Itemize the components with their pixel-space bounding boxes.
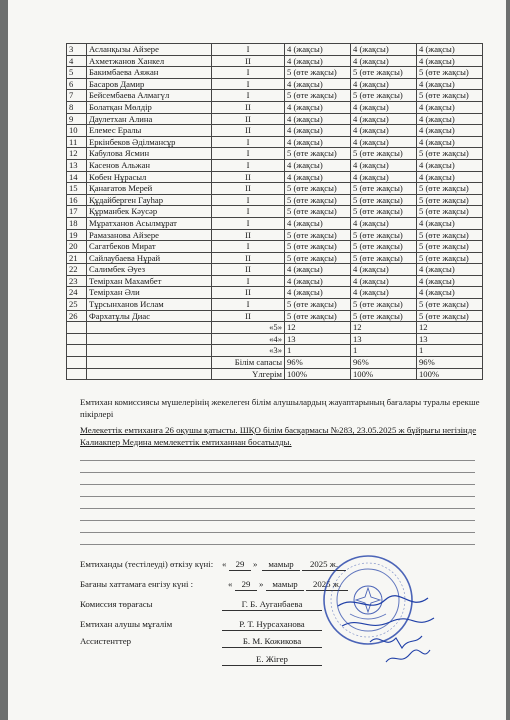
table-cell: II	[212, 113, 285, 125]
table-cell: II	[212, 101, 285, 113]
table-cell: I	[212, 78, 285, 90]
table-row	[67, 275, 483, 287]
entry-day: 29	[235, 579, 257, 591]
table-cell: Бакимбаева Аяжан	[87, 67, 212, 79]
table-row	[67, 252, 483, 264]
table-cell: 4 (жақсы)	[351, 55, 417, 67]
table-cell: 4 (жақсы)	[417, 113, 483, 125]
table-cell: I	[212, 194, 285, 206]
table-cell: 4 (жақсы)	[285, 287, 351, 299]
close-quote: »	[259, 579, 264, 589]
exam-month: мамыр	[262, 559, 300, 571]
table-cell: Басаров Дамир	[87, 78, 212, 90]
table-row	[67, 159, 483, 171]
table-cell: 5 (өте жақсы)	[351, 67, 417, 79]
table-cell: I	[212, 275, 285, 287]
table-cell: 18	[67, 217, 87, 229]
table-cell: 10	[67, 125, 87, 137]
table-cell: Даулетхан Алина	[87, 113, 212, 125]
exam-year: 2025 ж.	[302, 559, 346, 571]
table-cell: Фархатұлы Диас	[87, 310, 212, 322]
entry-month: мамыр	[266, 579, 304, 591]
table-row	[67, 310, 483, 322]
ruled-line	[80, 544, 475, 545]
table-cell: «3»	[212, 345, 285, 357]
table-cell: Үлгерім	[212, 368, 285, 380]
close-quote: »	[253, 559, 258, 569]
table-cell: 4 (жақсы)	[417, 264, 483, 276]
table-cell: 4 (жақсы)	[351, 113, 417, 125]
table-cell: 1	[285, 345, 351, 357]
table-cell: 4 (жақсы)	[351, 44, 417, 56]
table-cell: II	[212, 183, 285, 195]
table-cell: 4 (жақсы)	[351, 101, 417, 113]
table-cell: 12	[351, 322, 417, 334]
table-cell: 4 (жақсы)	[285, 55, 351, 67]
summary-row	[67, 345, 483, 357]
table-row	[67, 206, 483, 218]
table-cell: 5 (өте жақсы)	[351, 148, 417, 160]
opinion-note: Мелекеттік емтиханға 26 оқушы қатысты. ШҚО білім басқармасы №283, 23.05.2025 ж бұйрығы негізінде Калиакпер Медина мемлекеттік емтиханнан босатылды.	[80, 425, 477, 447]
table-cell: 4 (жақсы)	[351, 171, 417, 183]
table-row	[67, 125, 483, 137]
table-cell: 4 (жақсы)	[351, 78, 417, 90]
table-cell: II	[212, 252, 285, 264]
table-cell: 96%	[351, 357, 417, 369]
table-cell: 5 (өте жақсы)	[351, 310, 417, 322]
table-cell: 4 (жақсы)	[417, 101, 483, 113]
ruled-line	[80, 460, 475, 461]
assistant2-name: Е. Жігер	[222, 654, 322, 666]
table-row	[67, 136, 483, 148]
assistant1-name: Б. М. Кожикова	[222, 636, 322, 648]
table-cell: 4 (жақсы)	[417, 159, 483, 171]
ruled-line	[80, 532, 475, 533]
table-cell: 25	[67, 299, 87, 311]
table-cell: 5 (өте жақсы)	[351, 183, 417, 195]
table-cell: 12	[67, 148, 87, 160]
table-cell: 8	[67, 101, 87, 113]
table-cell: I	[212, 241, 285, 253]
table-cell: II	[212, 229, 285, 241]
table-cell: 4 (жақсы)	[285, 217, 351, 229]
teacher-role: Емтихан алушы мұғалім	[80, 619, 173, 629]
table-cell: 7	[67, 90, 87, 102]
empty-cell	[67, 322, 87, 334]
table-cell: 4 (жақсы)	[285, 159, 351, 171]
table-cell: 4 (жақсы)	[351, 136, 417, 148]
table-cell: I	[212, 67, 285, 79]
table-cell: Қанағатов Мерей	[87, 183, 212, 195]
empty-cell	[87, 333, 212, 345]
table-cell: 96%	[417, 357, 483, 369]
table-cell: 13	[285, 333, 351, 345]
table-cell: 4 (жақсы)	[417, 217, 483, 229]
table-row	[67, 217, 483, 229]
table-cell: 20	[67, 241, 87, 253]
table-cell: 4 (жақсы)	[285, 78, 351, 90]
table-cell: Білім сапасы	[212, 357, 285, 369]
table-cell: 4 (жақсы)	[417, 55, 483, 67]
entry-date-label: Бағаны хаттамаға енгізу күні :	[80, 579, 194, 589]
table-cell: 4 (жақсы)	[417, 275, 483, 287]
table-row	[67, 171, 483, 183]
table-cell: 4 (жақсы)	[351, 275, 417, 287]
table-cell: 5 (өте жақсы)	[285, 183, 351, 195]
table-cell: Темірхан Әли	[87, 287, 212, 299]
table-cell: 16	[67, 194, 87, 206]
table-cell: 5 (өте жақсы)	[417, 183, 483, 195]
table-cell: Құдайберген Гауһар	[87, 194, 212, 206]
table-cell: 5 (өте жақсы)	[285, 90, 351, 102]
table-cell: Рамазанова Айзере	[87, 229, 212, 241]
table-cell: 3	[67, 44, 87, 56]
table-cell: 22	[67, 264, 87, 276]
table-row	[67, 183, 483, 195]
table-cell: 1	[417, 345, 483, 357]
table-cell: 1	[351, 345, 417, 357]
table-cell: 4 (жақсы)	[285, 44, 351, 56]
table-cell: 15	[67, 183, 87, 195]
empty-cell	[67, 345, 87, 357]
table-cell: 12	[285, 322, 351, 334]
empty-cell	[87, 357, 212, 369]
table-row	[67, 264, 483, 276]
table-cell: 5 (өте жақсы)	[351, 194, 417, 206]
table-cell: 5 (өте жақсы)	[285, 252, 351, 264]
table-cell: Елемес Ералы	[87, 125, 212, 137]
table-cell: 4 (жақсы)	[351, 159, 417, 171]
table-row	[67, 101, 483, 113]
table-cell: Асланқызы Айзере	[87, 44, 212, 56]
ruled-line	[80, 484, 475, 485]
table-cell: 4 (жақсы)	[285, 264, 351, 276]
table-cell: Болатқан Мөлдір	[87, 101, 212, 113]
table-cell: 11	[67, 136, 87, 148]
table-cell: 5 (өте жақсы)	[285, 194, 351, 206]
table-cell: 4 (жақсы)	[417, 125, 483, 137]
table-cell: 4 (жақсы)	[351, 125, 417, 137]
open-quote: «	[222, 559, 227, 569]
table-cell: 5 (өте жақсы)	[285, 299, 351, 311]
table-row	[67, 67, 483, 79]
table-row	[67, 287, 483, 299]
table-cell: 100%	[417, 368, 483, 380]
table-cell: 100%	[351, 368, 417, 380]
table-cell: 13	[351, 333, 417, 345]
table-cell: I	[212, 206, 285, 218]
table-cell: 26	[67, 310, 87, 322]
table-cell: 4 (жақсы)	[351, 217, 417, 229]
table-cell: Ахметжанов Ханкел	[87, 55, 212, 67]
assistants-role: Ассистенттер	[80, 636, 132, 646]
table-cell: 5 (өте жақсы)	[417, 148, 483, 160]
table-cell: II	[212, 125, 285, 137]
table-cell: 13	[417, 333, 483, 345]
table-cell: Сайлаубаева Нұрай	[87, 252, 212, 264]
table-cell: 5 (өте жақсы)	[417, 206, 483, 218]
table-cell: 5 (өте жақсы)	[285, 241, 351, 253]
table-cell: II	[212, 287, 285, 299]
table-row	[67, 78, 483, 90]
table-cell: 5 (өте жақсы)	[417, 310, 483, 322]
summary-row	[67, 368, 483, 380]
table-cell: Салимбек Әуез	[87, 264, 212, 276]
table-cell: 5 (өте жақсы)	[417, 67, 483, 79]
table-cell: 4	[67, 55, 87, 67]
table-row	[67, 113, 483, 125]
table-cell: 12	[417, 322, 483, 334]
table-cell: Еркінбеков Әділмансұр	[87, 136, 212, 148]
signature-icon	[330, 592, 440, 672]
table-cell: 5 (өте жақсы)	[417, 90, 483, 102]
table-cell: I	[212, 136, 285, 148]
table-cell: 5 (өте жақсы)	[285, 67, 351, 79]
table-cell: 4 (жақсы)	[285, 275, 351, 287]
table-cell: 5 (өте жақсы)	[285, 310, 351, 322]
opinion-heading: Емтихан комиссиясы мүшелерінің жекелеген білім алушылардың жауаптарының бағалары туралы ерекше пікірлері	[80, 397, 480, 419]
exam-date-label: Емтиханды (тестілеуді) өткізу күні:	[80, 559, 214, 569]
table-cell: 14	[67, 171, 87, 183]
empty-cell	[67, 333, 87, 345]
table-cell: 5 (өте жақсы)	[285, 229, 351, 241]
table-cell: 5	[67, 67, 87, 79]
table-cell: Мұратханов Асылмұрат	[87, 217, 212, 229]
table-cell: 19	[67, 229, 87, 241]
entry-year: 2025 ж.	[306, 579, 348, 591]
table-cell: Темірхан Махамбет	[87, 275, 212, 287]
ruled-line	[80, 520, 475, 521]
table-cell: 24	[67, 287, 87, 299]
table-cell: 21	[67, 252, 87, 264]
table-cell: 5 (өте жақсы)	[417, 299, 483, 311]
table-cell: 13	[67, 159, 87, 171]
table-row	[67, 44, 483, 56]
table-cell: 96%	[285, 357, 351, 369]
table-cell: II	[212, 55, 285, 67]
table-cell: I	[212, 217, 285, 229]
table-cell: Құрманбек Кәусәр	[87, 206, 212, 218]
table-cell: I	[212, 148, 285, 160]
table-cell: Сагатбеков Мират	[87, 241, 212, 253]
table-row	[67, 148, 483, 160]
table-row	[67, 194, 483, 206]
table-cell: 6	[67, 78, 87, 90]
table-cell: 5 (өте жақсы)	[351, 241, 417, 253]
table-cell: II	[212, 264, 285, 276]
ruled-line	[80, 472, 475, 473]
grades-table	[66, 43, 483, 380]
table-cell: 23	[67, 275, 87, 287]
empty-cell	[87, 322, 212, 334]
table-row	[67, 90, 483, 102]
table-cell: I	[212, 159, 285, 171]
table-cell: 4 (жақсы)	[351, 287, 417, 299]
table-cell: 5 (өте жақсы)	[417, 252, 483, 264]
table-cell: 5 (өте жақсы)	[417, 194, 483, 206]
table-cell: 5 (өте жақсы)	[285, 148, 351, 160]
table-cell: 5 (өте жақсы)	[285, 206, 351, 218]
table-cell: 4 (жақсы)	[417, 78, 483, 90]
grades-table-body	[67, 44, 483, 380]
empty-cell	[67, 357, 87, 369]
table-cell: 5 (өте жақсы)	[351, 252, 417, 264]
table-cell: II	[212, 310, 285, 322]
ruled-line	[80, 496, 475, 497]
table-cell: «4»	[212, 333, 285, 345]
open-quote: «	[228, 579, 233, 589]
table-cell: I	[212, 299, 285, 311]
table-cell: 4 (жақсы)	[285, 113, 351, 125]
table-cell: 5 (өте жақсы)	[351, 229, 417, 241]
table-cell: 5 (өте жақсы)	[417, 241, 483, 253]
table-cell: I	[212, 90, 285, 102]
table-cell: Касенов Альжан	[87, 159, 212, 171]
table-cell: II	[212, 171, 285, 183]
table-cell: 4 (жақсы)	[285, 101, 351, 113]
summary-row	[67, 333, 483, 345]
exam-day: 29	[229, 559, 251, 571]
summary-row	[67, 357, 483, 369]
table-cell: Көбен Нұрасыл	[87, 171, 212, 183]
chair-name: Г. Б. Ауганбаева	[222, 599, 322, 611]
table-row	[67, 55, 483, 67]
table-cell: 5 (өте жақсы)	[351, 90, 417, 102]
table-row	[67, 299, 483, 311]
table-cell: 5 (өте жақсы)	[351, 299, 417, 311]
table-cell: 5 (өте жақсы)	[351, 206, 417, 218]
table-cell: 5 (өте жақсы)	[417, 229, 483, 241]
table-cell: 4 (жақсы)	[417, 136, 483, 148]
table-cell: 9	[67, 113, 87, 125]
teacher-name: Р. Т. Нурсаханова	[222, 619, 322, 631]
table-cell: 4 (жақсы)	[417, 44, 483, 56]
summary-row	[67, 322, 483, 334]
empty-cell	[87, 345, 212, 357]
empty-cell	[67, 368, 87, 380]
table-cell: 4 (жақсы)	[285, 171, 351, 183]
table-cell: Бейсембаева Алмагүл	[87, 90, 212, 102]
table-cell: 17	[67, 206, 87, 218]
table-cell: Кабулова Ясмин	[87, 148, 212, 160]
chair-role: Комиссия төрағасы	[80, 599, 153, 609]
table-cell: «5»	[212, 322, 285, 334]
table-cell: 4 (жақсы)	[285, 136, 351, 148]
table-row	[67, 241, 483, 253]
table-cell: I	[212, 44, 285, 56]
ruled-line	[80, 508, 475, 509]
table-cell: 4 (жақсы)	[351, 264, 417, 276]
table-row	[67, 229, 483, 241]
table-cell: 4 (жақсы)	[417, 287, 483, 299]
table-cell: 4 (жақсы)	[285, 125, 351, 137]
table-cell: Тұрсынханов Ислам	[87, 299, 212, 311]
table-cell: 100%	[285, 368, 351, 380]
table-cell: 4 (жақсы)	[417, 171, 483, 183]
empty-cell	[87, 368, 212, 380]
